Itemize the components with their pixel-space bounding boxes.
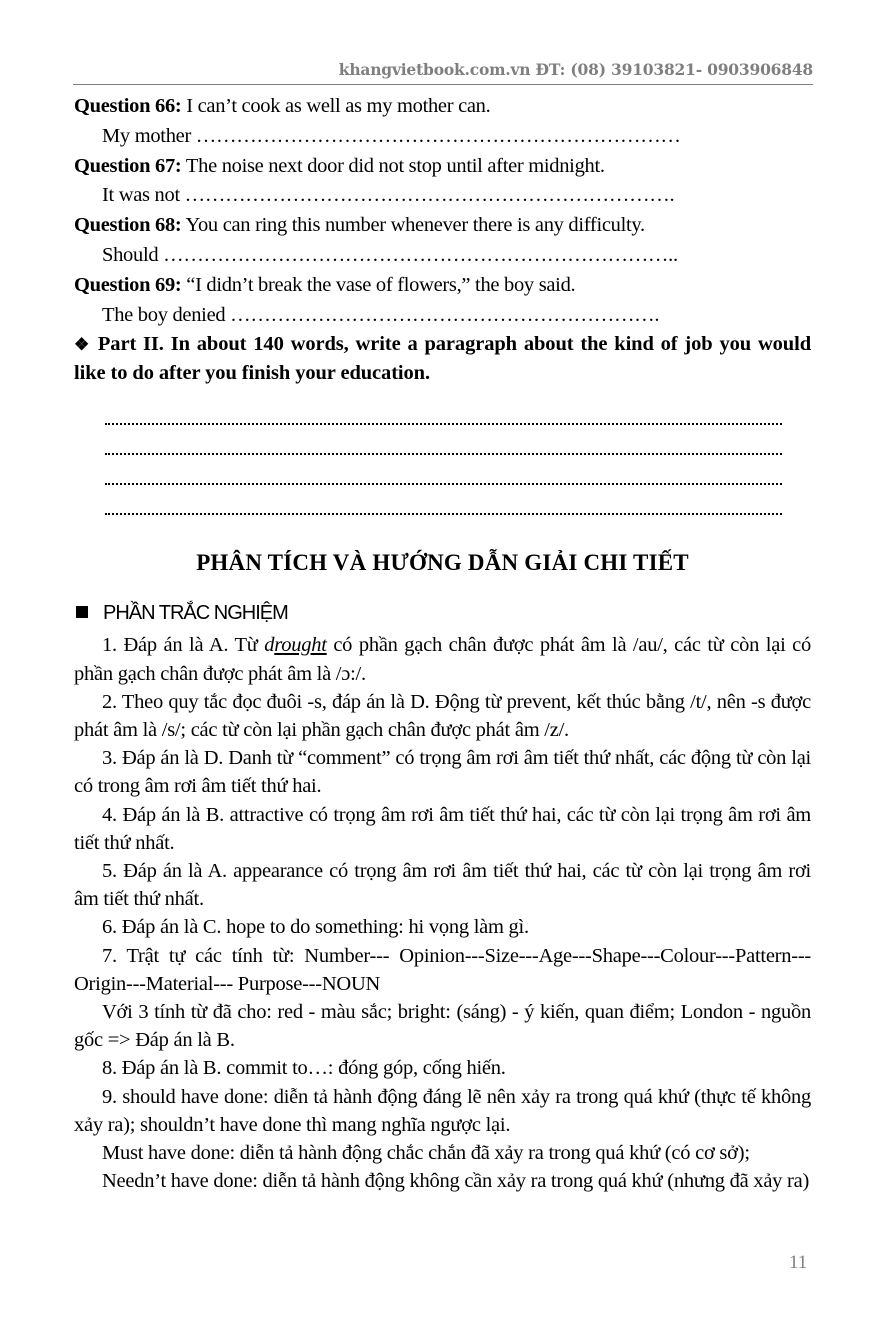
answer-7-explanation: Với 3 tính từ đã cho: red - màu sắc; bright: (sáng) - ý kiến, quan điểm; London - nguồn gốc => Đáp án là B. [74, 1001, 811, 1052]
question-69 [74, 271, 811, 331]
question-label: Question 67: [74, 154, 182, 177]
question-prompt: The noise next door did not stop until after midnight. [181, 154, 605, 177]
writing-line [105, 431, 811, 461]
subsection-title: PHẦN TRẮC NGHIỆM [103, 602, 288, 625]
answer-line: My mother ……………………………………………………………… [102, 124, 681, 147]
writing-line [105, 491, 811, 521]
word-part: d [264, 634, 275, 657]
answer-6: 6. Đáp án là C. hope to do something: hi vọng làm gì. [102, 916, 529, 939]
answer-3: 3. Đáp án là D. Danh từ “comment” có trọng âm rơi âm tiết thứ nhất, các động từ còn lại có trong âm rơi âm tiết thứ hai. [74, 747, 811, 798]
question-prompt: You can ring this number whenever there is any difficulty. [181, 214, 645, 237]
question-label: Question 66: [74, 95, 182, 117]
page-content [74, 92, 811, 1195]
publisher-contact: khangvietbook.com.vn ĐT: (08) 39103821- 0903906848 [338, 60, 813, 79]
answer-4: 4. Đáp án là B. attractive có trọng âm rơi âm tiết thứ hai, các từ còn lại trọng âm rơi âm tiết thứ nhất. [74, 803, 811, 854]
section-title: PHÂN TÍCH VÀ HƯỚNG DẪN GIẢI CHI TIẾT [196, 550, 689, 576]
question-label: Question 68: [74, 214, 182, 237]
answer-7: 7. Trật tự các tính từ: Number--- Opinion---Size---Age---Shape---Colour---Pattern---Origin---Material--- Purpose---NOUN [74, 944, 811, 995]
page-header [73, 60, 813, 85]
word-underlined-part: rought [274, 634, 327, 657]
page-number: 11 [789, 1252, 808, 1273]
question-prompt: I can’t cook as well as my mother can. [181, 95, 491, 117]
answer-1-rest: có phần gạch chân được phát âm là /au/, các từ còn lại có phần gạch chân được phát âm là /ɔ:/. [74, 634, 811, 685]
writing-lines [74, 401, 811, 521]
subsection-heading [74, 595, 811, 631]
answer-9-neednt: Needn’t have done: diễn tả hành động không cần xảy ra trong quá khứ (nhưng đã xảy ra) [102, 1170, 810, 1193]
answer-8: 8. Đáp án là B. commit to…: đóng góp, cống hiến. [102, 1057, 506, 1080]
answer-1 [74, 631, 811, 687]
question-label: Question 69: [74, 273, 182, 296]
part-2-instruction [74, 330, 811, 387]
answer-line: Should ………………………………………………………………….. [102, 243, 678, 266]
square-bullet-icon [76, 606, 88, 618]
answer-2: 2. Theo quy tắc đọc đuôi -s, đáp án là D. Động từ prevent, kết thúc bằng /t/, nên -s được phát âm là /s/; các từ còn lại phần gạch chân được phát âm /z/. [74, 690, 811, 741]
answer-line: The boy denied ………………………………………………………. [102, 303, 660, 326]
question-66 [74, 92, 811, 152]
answer-1-lead: 1. Đáp án là A. Từ [102, 634, 265, 657]
writing-line [105, 401, 811, 431]
answer-line: It was not ………………………………………………………………. [102, 184, 675, 207]
question-prompt: “I didn’t break the vase of flowers,” the boy said. [181, 273, 576, 296]
underlined-word [264, 634, 326, 656]
diamond-bullet-icon: ❖ [74, 335, 91, 355]
question-68 [74, 211, 811, 271]
answer-9: 9. should have done: diễn tả hành động đáng lẽ nên xảy ra trong quá khứ (thực tế không xảy ra); shouldn’t have done thì mang nghĩa ngược lại. [74, 1085, 811, 1136]
writing-line [105, 461, 811, 491]
answer-9-must: Must have done: diễn tả hành động chắc chắn đã xảy ra trong quá khứ (có cơ sở); [102, 1142, 750, 1165]
part-2-text: Part II. In about 140 words, write a paragraph about the kind of job you would like to do after you finish your education. [74, 333, 811, 385]
question-67 [74, 152, 811, 212]
answer-5: 5. Đáp án là A. appearance có trọng âm rơi âm tiết thứ hai, các từ còn lại trọng âm rơi âm tiết thứ nhất. [74, 860, 811, 911]
